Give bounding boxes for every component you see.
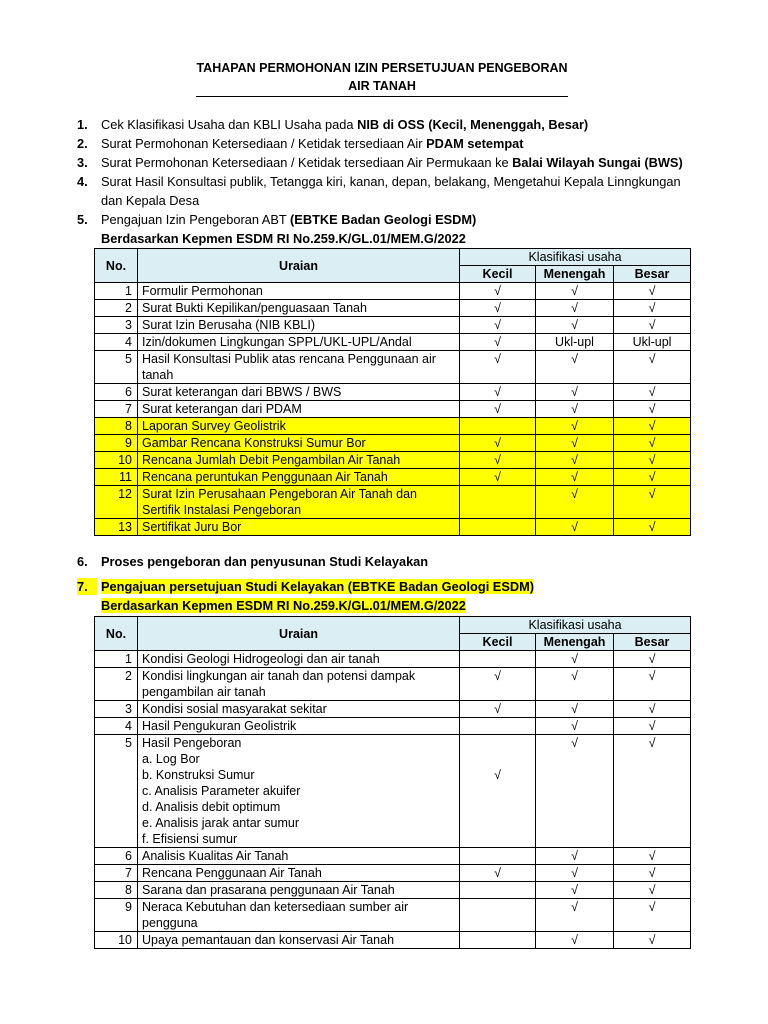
cell-kecil: √ xyxy=(460,701,536,718)
table-row xyxy=(95,486,691,519)
row-uraian xyxy=(138,300,460,317)
requirements-table-studi-kelayakan xyxy=(94,616,691,949)
row-number: 1 xyxy=(95,283,138,300)
cell-kecil: √ xyxy=(460,735,536,848)
step-number: 5. xyxy=(77,212,88,227)
cell-menengah: √ xyxy=(536,701,614,718)
uraian-line: Surat Izin Perusahaan Pengeboran Air Tanah dan xyxy=(142,487,417,501)
table-row xyxy=(95,865,691,882)
table-row xyxy=(95,334,691,351)
cell-besar: Ukl-upl xyxy=(614,334,691,351)
table-row xyxy=(95,452,691,469)
uraian-line: Laporan Survey Geolistrik xyxy=(142,419,286,433)
row-uraian xyxy=(138,848,460,865)
cell-menengah: √ xyxy=(536,452,614,469)
cell-besar: √ xyxy=(614,865,691,882)
uraian-line: pengambilan air tanah xyxy=(142,685,266,699)
cell-menengah: √ xyxy=(536,735,614,848)
row-number: 8 xyxy=(95,882,138,899)
cell-kecil: √ xyxy=(460,452,536,469)
row-number: 5 xyxy=(95,735,138,848)
row-uraian xyxy=(138,882,460,899)
uraian-line: Izin/dokumen Lingkungan SPPL/UKL-UPL/Andal xyxy=(142,335,412,349)
uraian-line: Neraca Kebutuhan dan ketersediaan sumber air xyxy=(142,900,409,914)
uraian-line: Sertifik Instalasi Pengeboran xyxy=(142,503,302,517)
uraian-line: Hasil Pengukuran Geolistrik xyxy=(142,719,297,733)
table-row xyxy=(95,899,691,932)
cell-kecil: √ xyxy=(460,401,536,418)
cell-besar: √ xyxy=(614,718,691,735)
row-number: 4 xyxy=(95,334,138,351)
table-row xyxy=(95,418,691,435)
step-text: Surat Permohonan Ketersediaan / Ketidak tersediaan Air xyxy=(101,136,427,151)
requirements-table-izin xyxy=(94,248,691,536)
cell-kecil: √ xyxy=(460,334,536,351)
uraian-line: Kondisi sosial masyarakat sekitar xyxy=(142,702,327,716)
table-row xyxy=(95,651,691,668)
cell-besar: √ xyxy=(614,932,691,949)
cell-besar: √ xyxy=(614,848,691,865)
step-number: 4. xyxy=(77,174,88,189)
uraian-line: Surat Izin Berusaha (NIB KBLI) xyxy=(142,318,315,332)
cell-besar: √ xyxy=(614,651,691,668)
table-row xyxy=(95,882,691,899)
row-number: 7 xyxy=(95,401,138,418)
cell-kecil: √ xyxy=(460,351,536,384)
row-uraian xyxy=(138,718,460,735)
header-uraian: Uraian xyxy=(138,249,460,283)
header-menengah: Menengah xyxy=(536,266,614,283)
uraian-line: Analisis Kualitas Air Tanah xyxy=(142,849,289,863)
row-uraian xyxy=(138,932,460,949)
uraian-line: Sarana dan prasarana penggunaan Air Tanah xyxy=(142,883,395,897)
cell-kecil: √ xyxy=(460,865,536,882)
step-bold-text: Balai Wilayah Sungai (BWS) xyxy=(512,155,683,170)
step-bold-text: PDAM setempat xyxy=(426,136,524,151)
cell-menengah: √ xyxy=(536,932,614,949)
uraian-line: Surat Bukti Kepilikan/penguasaan Tanah xyxy=(142,301,367,315)
step-bold-text: NIB di OSS (Kecil, Menenggah, Besar) xyxy=(357,117,589,132)
cell-menengah: √ xyxy=(536,283,614,300)
step-number: 2. xyxy=(77,136,88,151)
cell-menengah: √ xyxy=(536,300,614,317)
step-text: Surat Hasil Konsultasi publik, Tetangga kiri, kanan, depan, belakang, Mengetahui Kepala Linngkungan xyxy=(101,174,681,189)
table-row xyxy=(95,351,691,384)
cell-besar: √ xyxy=(614,899,691,932)
table-row xyxy=(95,735,691,848)
cell-besar: √ xyxy=(614,701,691,718)
row-number: 11 xyxy=(95,469,138,486)
uraian-line: Surat keterangan dari BBWS / BWS xyxy=(142,385,342,399)
header-klasifikasi: Klasifikasi usaha xyxy=(460,617,691,634)
uraian-line: Upaya pemantauan dan konservasi Air Tanah xyxy=(142,933,395,947)
uraian-line: tanah xyxy=(142,368,174,382)
cell-menengah: √ xyxy=(536,848,614,865)
header-kecil: Kecil xyxy=(460,266,536,283)
table-row xyxy=(95,435,691,452)
cell-kecil: √ xyxy=(460,317,536,334)
row-number: 9 xyxy=(95,899,138,932)
row-uraian xyxy=(138,668,460,701)
cell-besar: √ xyxy=(614,300,691,317)
row-uraian xyxy=(138,283,460,300)
header-besar: Besar xyxy=(614,634,691,651)
row-number: 2 xyxy=(95,300,138,317)
table-row xyxy=(95,848,691,865)
row-number: 6 xyxy=(95,384,138,401)
table-row xyxy=(95,401,691,418)
row-number: 5 xyxy=(95,351,138,384)
cell-kecil: √ xyxy=(460,435,536,452)
row-uraian xyxy=(138,651,460,668)
step-text: Proses pengeboran dan penyusunan Studi Kelayakan xyxy=(101,554,429,569)
header-uraian: Uraian xyxy=(138,617,460,651)
header-menengah: Menengah xyxy=(536,634,614,651)
row-uraian xyxy=(138,351,460,384)
row-uraian xyxy=(138,469,460,486)
row-number: 4 xyxy=(95,718,138,735)
row-number: 3 xyxy=(95,701,138,718)
row-number: 13 xyxy=(95,519,138,536)
cell-menengah: √ xyxy=(536,486,614,519)
row-uraian xyxy=(138,735,460,848)
cell-kecil xyxy=(460,882,536,899)
cell-menengah: √ xyxy=(536,435,614,452)
step-text-continued: dan Kepala Desa xyxy=(101,193,200,208)
uraian-line: pengguna xyxy=(142,916,198,930)
cell-besar: √ xyxy=(614,418,691,435)
table-row xyxy=(95,718,691,735)
cell-menengah: √ xyxy=(536,317,614,334)
table-row xyxy=(95,668,691,701)
header-no: No. xyxy=(95,249,138,283)
table-row xyxy=(95,519,691,536)
header-klasifikasi: Klasifikasi usaha xyxy=(460,249,691,266)
table-row xyxy=(95,283,691,300)
cell-besar: √ xyxy=(614,317,691,334)
cell-kecil xyxy=(460,486,536,519)
row-uraian xyxy=(138,334,460,351)
cell-menengah: √ xyxy=(536,899,614,932)
uraian-line: Formulir Permohonan xyxy=(142,284,263,298)
cell-menengah: √ xyxy=(536,384,614,401)
cell-besar: √ xyxy=(614,384,691,401)
uraian-line: f. Efisiensi sumur xyxy=(142,832,238,846)
row-number: 12 xyxy=(95,486,138,519)
document-title-line1: TAHAPAN PERMOHONAN IZIN PERSETUJUAN PENGEBORAN xyxy=(196,61,568,75)
table-row xyxy=(95,469,691,486)
cell-menengah: √ xyxy=(536,718,614,735)
cell-kecil: √ xyxy=(460,283,536,300)
uraian-line: Rencana Penggunaan Air Tanah xyxy=(142,866,322,880)
row-number: 2 xyxy=(95,668,138,701)
uraian-line: a. Log Bor xyxy=(142,752,200,766)
cell-menengah: √ xyxy=(536,651,614,668)
uraian-line: d. Analisis debit optimum xyxy=(142,800,281,814)
uraian-line: c. Analisis Parameter akuifer xyxy=(142,784,301,798)
cell-besar: √ xyxy=(614,519,691,536)
row-number: 3 xyxy=(95,317,138,334)
row-number: 10 xyxy=(95,932,138,949)
cell-menengah: √ xyxy=(536,519,614,536)
cell-besar: √ xyxy=(614,668,691,701)
uraian-line: Kondisi Geologi Hidrogeologi dan air tanah xyxy=(142,652,380,666)
uraian-line: Rencana Jumlah Debit Pengambilan Air Tanah xyxy=(142,453,401,467)
cell-besar: √ xyxy=(614,469,691,486)
cell-besar: √ xyxy=(614,735,691,848)
table-row xyxy=(95,300,691,317)
cell-kecil xyxy=(460,932,536,949)
row-number: 7 xyxy=(95,865,138,882)
cell-kecil xyxy=(460,899,536,932)
cell-besar: √ xyxy=(614,351,691,384)
row-number: 10 xyxy=(95,452,138,469)
step-text: Surat Permohonan Ketersediaan / Ketidak tersediaan Air Permukaan ke xyxy=(101,155,513,170)
row-uraian xyxy=(138,384,460,401)
row-uraian xyxy=(138,519,460,536)
row-number: 8 xyxy=(95,418,138,435)
row-uraian xyxy=(138,401,460,418)
row-uraian xyxy=(138,418,460,435)
row-uraian xyxy=(138,452,460,469)
row-number: 1 xyxy=(95,651,138,668)
cell-kecil: √ xyxy=(460,469,536,486)
cell-menengah: √ xyxy=(536,401,614,418)
uraian-line: Surat keterangan dari PDAM xyxy=(142,402,302,416)
cell-menengah: Ukl-upl xyxy=(536,334,614,351)
cell-menengah: √ xyxy=(536,865,614,882)
cell-kecil xyxy=(460,519,536,536)
step-number: 3. xyxy=(77,155,88,170)
cell-menengah: √ xyxy=(536,351,614,384)
cell-menengah: √ xyxy=(536,882,614,899)
header-besar: Besar xyxy=(614,266,691,283)
table-row xyxy=(95,317,691,334)
row-uraian xyxy=(138,899,460,932)
cell-kecil: √ xyxy=(460,300,536,317)
cell-kecil xyxy=(460,848,536,865)
step-bold-text: (EBTKE Badan Geologi ESDM) xyxy=(290,212,477,227)
cell-besar: √ xyxy=(614,283,691,300)
cell-besar: √ xyxy=(614,435,691,452)
step-regulation-text: Berdasarkan Kepmen ESDM RI No.259.K/GL.01/MEM.G/2022 xyxy=(101,598,466,613)
uraian-line: Gambar Rencana Konstruksi Sumur Bor xyxy=(142,436,366,450)
cell-kecil: √ xyxy=(460,384,536,401)
header-no: No. xyxy=(95,617,138,651)
cell-menengah: √ xyxy=(536,469,614,486)
header-kecil: Kecil xyxy=(460,634,536,651)
row-number: 9 xyxy=(95,435,138,452)
uraian-line: Sertifikat Juru Bor xyxy=(142,520,242,534)
document-title-line2: AIR TANAH xyxy=(196,79,568,97)
table-row xyxy=(95,384,691,401)
cell-kecil xyxy=(460,651,536,668)
row-uraian xyxy=(138,865,460,882)
cell-besar: √ xyxy=(614,882,691,899)
cell-kecil xyxy=(460,718,536,735)
step-regulation-text: Berdasarkan Kepmen ESDM RI No.259.K/GL.01/MEM.G/2022 xyxy=(101,231,466,246)
step-number: 1. xyxy=(77,117,88,132)
uraian-line: e. Analisis jarak antar sumur xyxy=(142,816,300,830)
cell-besar: √ xyxy=(614,401,691,418)
cell-kecil xyxy=(460,418,536,435)
cell-besar: √ xyxy=(614,452,691,469)
step-number: 7. xyxy=(77,578,97,595)
table-row xyxy=(95,701,691,718)
cell-kecil: √ xyxy=(460,668,536,701)
row-uraian xyxy=(138,317,460,334)
row-uraian xyxy=(138,701,460,718)
row-number: 6 xyxy=(95,848,138,865)
row-uraian xyxy=(138,435,460,452)
step-text: Pengajuan persetujuan Studi Kelayakan (EBTKE Badan Geologi ESDM) xyxy=(101,579,535,594)
uraian-line: Kondisi lingkungan air tanah dan potensi dampak xyxy=(142,669,416,683)
step-text: Pengajuan Izin Pengeboran ABT xyxy=(101,212,291,227)
cell-besar: √ xyxy=(614,486,691,519)
cell-menengah: √ xyxy=(536,668,614,701)
step-text: Cek Klasifikasi Usaha dan KBLI Usaha pada xyxy=(101,117,358,132)
row-uraian xyxy=(138,486,460,519)
step-number: 6. xyxy=(77,554,88,569)
uraian-line: Hasil Pengeboran xyxy=(142,736,242,750)
uraian-line: b. Konstruksi Sumur xyxy=(142,768,255,782)
cell-menengah: √ xyxy=(536,418,614,435)
uraian-line: Rencana peruntukan Penggunaan Air Tanah xyxy=(142,470,388,484)
table-row xyxy=(95,932,691,949)
uraian-line: Hasil Konsultasi Publik atas rencana Penggunaan air xyxy=(142,352,436,366)
